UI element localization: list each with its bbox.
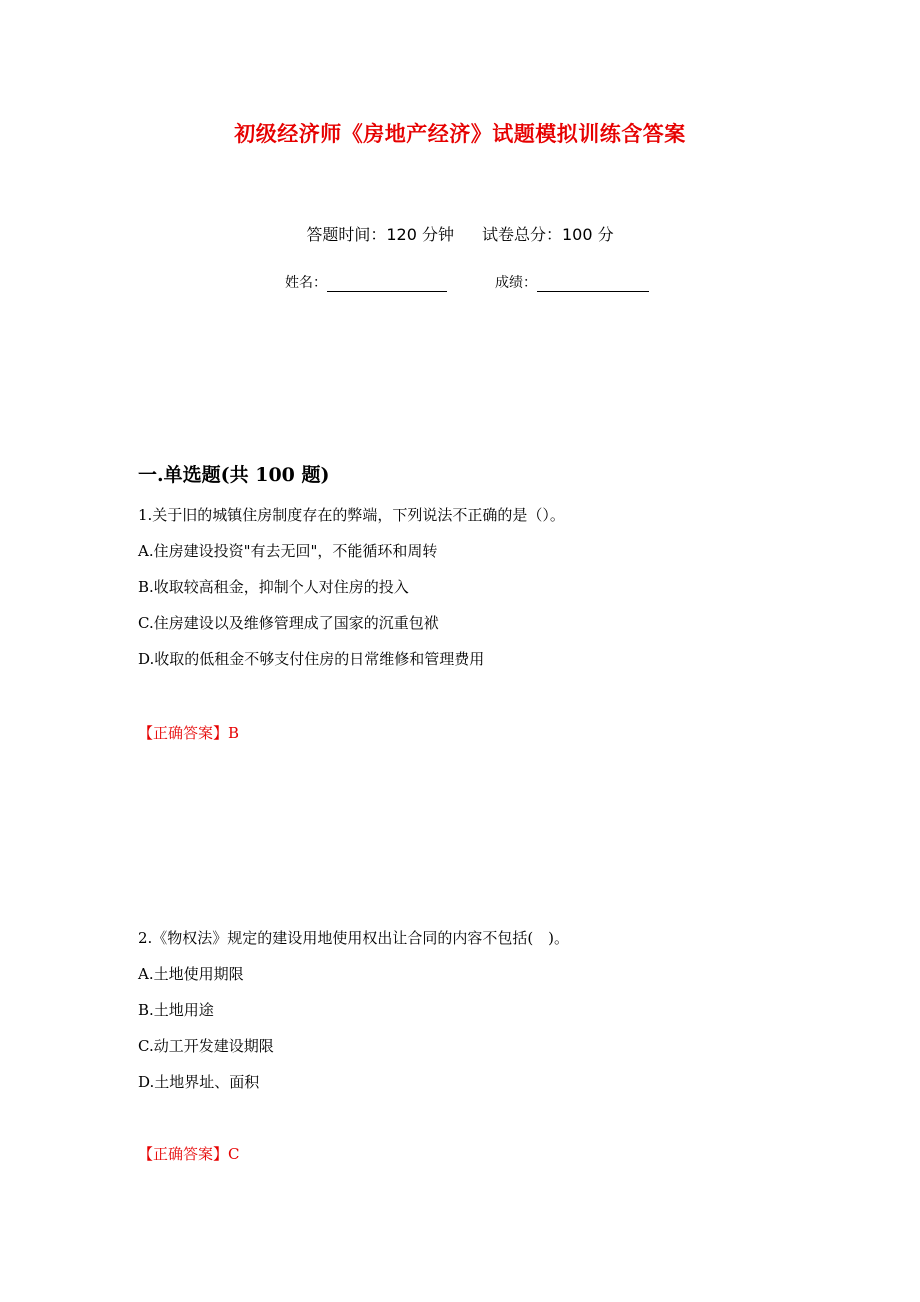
option-b: B.收取较高租金，抑制个人对住房的投入	[138, 578, 409, 596]
question-stem: 1.关于旧的城镇住房制度存在的弊端，下列说法不正确的是（）。	[138, 506, 565, 524]
option-d: D.土地界址、面积	[138, 1073, 260, 1091]
option-a: A.土地使用期限	[138, 965, 244, 983]
name-blank	[327, 275, 447, 292]
option-c: C.住房建设以及维修管理成了国家的沉重包袱	[138, 614, 439, 632]
name-label: 姓名：	[285, 275, 327, 291]
answer-1: 【正确答案】B	[138, 724, 240, 742]
page-title: 初级经济师《房地产经济》试题模拟训练含答案	[234, 122, 686, 146]
option-a: A.住房建设投资"有去无回"，不能循环和周转	[138, 542, 438, 560]
section-heading: 一.单选题(共 100 题)	[138, 464, 330, 486]
question-1	[138, 497, 838, 677]
score-label: 成绩：	[495, 275, 537, 291]
answer-2: 【正确答案】C	[138, 1145, 240, 1163]
score-blank	[537, 275, 649, 292]
option-d: D.收取的低租金不够支付住房的日常维修和管理费用	[138, 650, 485, 668]
question-stem: 2.《物权法》规定的建设用地使用权出让合同的内容不包括( )。	[138, 929, 570, 947]
total-score: 试卷总分：100 分	[482, 225, 614, 244]
exam-info	[0, 222, 920, 245]
question-2	[138, 920, 838, 1100]
option-c: C.动工开发建设期限	[138, 1037, 274, 1055]
student-info-row	[285, 272, 649, 292]
option-b: B.土地用途	[138, 1001, 214, 1019]
exam-time: 答题时间：120 分钟	[306, 225, 454, 244]
